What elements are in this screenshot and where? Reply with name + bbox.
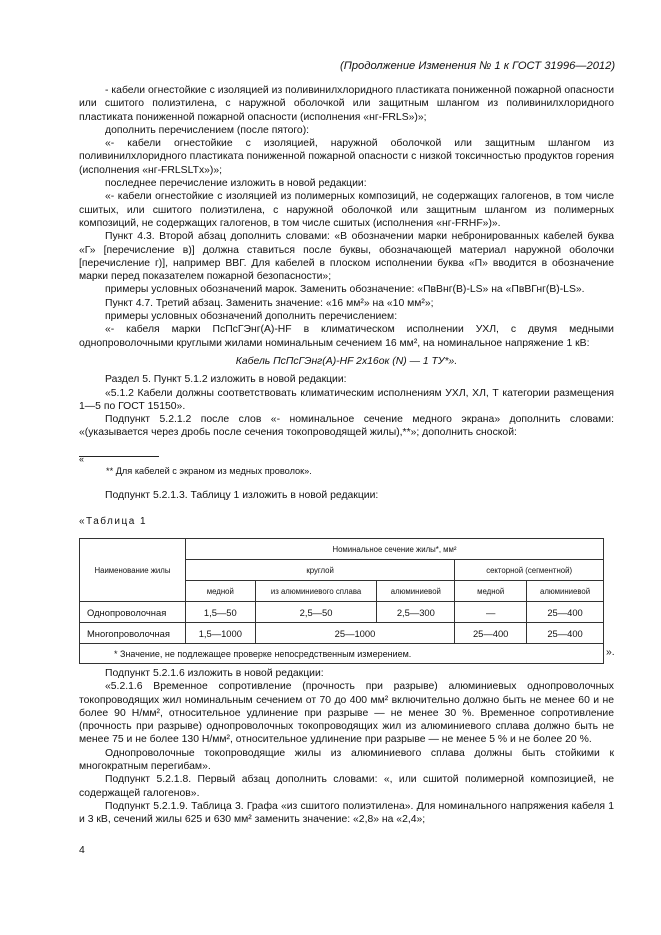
paragraph-5213: Подпункт 5.2.1.3. Таблицу 1 изложить в новой редакции: — [105, 490, 379, 501]
paragraph: «- кабели огнестойкие с изоляцией из полимерных композиций, не содержащих галогенов, в том числе сшитых, или сшитого полиэтилена, с наружной оболочкой или защитным шлангом из полимерных композиций, не содержащих галогенов, в том числе сшитых (исполнения «нг-FRHF»)». — [79, 191, 614, 229]
header-copper: медной — [185, 581, 255, 602]
paragraph: Пункт 4.7. Третий абзац. Заменить значение: «16 мм²» на «10 мм²»; — [105, 297, 434, 309]
paragraph: «5.2.1.6 Временное сопротивление (прочность при разрыве) алюминиевых однопроволочных токопроводящих жил номинальным сечением от 70 до 400 мм² включительно должно быть не менее 60 и не более 90 Н/мм², относительное удлинение при разрыве — не менее 30 %. Временное сопротивление (прочность при разрыве) однопроволочных токопроводящих жил из алюминиевого сплава должно быть не менее 75 и не более 130 Н/мм², относительное удлинение при разрыве — не менее 5 % и не более 20 %. — [79, 681, 614, 746]
cell: — — [455, 602, 527, 623]
table-1 — [79, 538, 604, 664]
cell: 25—400 — [527, 602, 604, 623]
row-name: Многопроволочная — [80, 623, 186, 644]
paragraph: «5.1.2 Кабели должны соответствовать климатическим исполнениям УХЛ, ХЛ, Т категории размещения 1—5 по ГОСТ 15150». — [79, 387, 614, 412]
table-note: * Значение, не подлежащее проверке непосредственным измерением. — [80, 644, 604, 664]
paragraph: Подпункт 5.2.1.2 после слов «- номинальное сечение медного экрана» дополнить словами: «(указывается через дробь после сечения токопроводящей жилы),**»; дополнить сноской: — [79, 414, 614, 439]
paragraph: «- кабели огнестойкие с изоляцией, наружной оболочкой или защитным шлангом из поливинилхлоридного пластиката пониженной пожарной опасности с низкой токсичностью продуктов горения (исполнения «нг-FRLSLTx»)»; — [79, 138, 614, 176]
row-name: Однопроволочная — [80, 602, 186, 623]
page-number: 4 — [79, 845, 85, 856]
cable-designation-example: Кабель ПсПсГЭнг(А)-HF 2х16ок (N) — 1 ТУ*». — [235, 355, 458, 367]
paragraph: Подпункт 5.2.1.8. Первый абзац дополнить словами: «, или сшитой полимерной композицией, не содержащей галогенов». — [79, 774, 614, 799]
header-core-name: Наименование жилы — [80, 539, 186, 602]
cell: 2,5—300 — [377, 602, 455, 623]
page-header: (Продолжение Изменения № 1 к ГОСТ 31996—2012) — [340, 60, 616, 72]
footnote-text: ** Для кабелей с экраном из медных проволок». — [106, 466, 312, 476]
paragraph: Однопроволочные токопроводящие жилы из алюминиевого сплава должны быть стойкими к многократным перегибам». — [79, 747, 614, 773]
header-round: круглой — [185, 560, 454, 581]
table-row — [80, 623, 604, 644]
header-aluminium: алюминиевой — [377, 581, 455, 602]
table-caption: «Таблица 1 — [79, 516, 148, 527]
paragraph: Подпункт 5.2.1.9. Таблица 3. Графа «из сшитого полиэтилена». Для номинального напряжения кабеля 1 и 3 кВ, сечений жилы 625 и 630 мм² заменить значение: «2,8» на «2,4»; — [79, 800, 614, 826]
table-closing-quote: ». — [606, 647, 615, 658]
paragraph: примеры условных обозначений марок. Заменить обозначение: «ПвВнг(В)-LS» на «ПвВГнг(В)-LS». — [105, 284, 585, 296]
cell: 25—1000 — [255, 623, 455, 644]
paragraph: примеры условных обозначений дополнить перечислением: — [105, 311, 398, 323]
table-row — [80, 602, 604, 623]
paragraph: дополнить перечислением (после пятого): — [105, 124, 310, 136]
header-aluminium-sector: алюминиевой — [527, 581, 604, 602]
footnote-quote-mark: « — [79, 454, 85, 464]
body-text-2 — [79, 667, 614, 827]
header-nominal-section: Номинальное сечение жилы*, мм² — [185, 539, 603, 560]
paragraph: Пункт 4.3. Второй абзац дополнить словами: «В обозначении марки небронированных кабелей буква «Г» [перечисление в)] должна ставиться после буквы, обозначающей материал наружной оболочки [перечисление г)], например ВВГ. Для кабелей в плоском исполнении буква «П» вводится в обозначение марки перед показателем пожарной безопасности»; — [79, 231, 614, 283]
footnote-divider — [79, 456, 159, 457]
cell: 1,5—1000 — [185, 623, 255, 644]
paragraph: последнее перечисление изложить в новой редакции: — [105, 178, 367, 190]
body-text — [79, 84, 614, 440]
paragraph: Подпункт 5.2.1.6 изложить в новой редакции: — [105, 668, 324, 679]
paragraph: «- кабеля марки ПсПсГЭнг(А)-HF в климатическом исполнении УХЛ, с двумя медными однопроволочными круглыми жилами номинальным сечением 16 мм², на номинальное напряжение 1 кВ: — [79, 324, 614, 349]
header-alloy: из алюминиевого сплава — [255, 581, 377, 602]
header-sector: секторной (сегментной) — [455, 560, 604, 581]
cell: 25—400 — [455, 623, 527, 644]
paragraph: - кабели огнестойкие с изоляцией из поливинилхлоридного пластиката пониженной пожарной опасности или сшитого полиэтилена, с наружной оболочкой или защитным шлангом из поливинилхлоридного пластиката пониженной пожарной опасности (исполнения «нг-FRLS»)»; — [79, 85, 614, 123]
header-copper-sector: медной — [455, 581, 527, 602]
cell: 2,5—50 — [255, 602, 377, 623]
paragraph: Раздел 5. Пункт 5.1.2 изложить в новой редакции: — [105, 374, 347, 386]
cell: 25—400 — [527, 623, 604, 644]
cell: 1,5—50 — [185, 602, 255, 623]
